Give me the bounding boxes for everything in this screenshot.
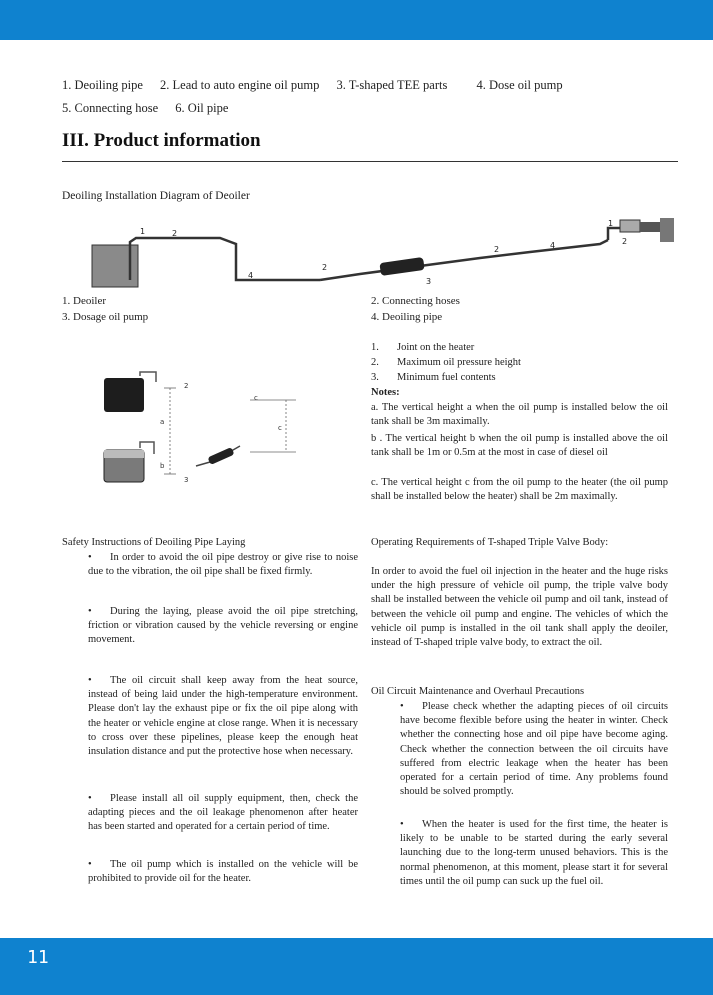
footer-bar bbox=[0, 938, 713, 995]
diagram-title: Deoiling Installation Diagram of Deoiler bbox=[62, 190, 250, 202]
safety-title: Safety Instructions of Deoiling Pipe Laying bbox=[62, 537, 246, 548]
safety-bullet: • In order to avoid the oil pipe destroy or give rise to noise due to the vibration, the oil pipe shall be fixed firmly. bbox=[88, 552, 358, 578]
bullet-icon: • bbox=[88, 552, 92, 563]
diagram-callout: 3 bbox=[426, 277, 432, 286]
diagram-callout: 2 bbox=[172, 229, 178, 238]
parts-list-item: 5. Connecting hose bbox=[62, 101, 159, 115]
right-list-number: 3. bbox=[371, 372, 379, 383]
legend-item: 1. Deoiler bbox=[62, 295, 106, 307]
right-list-item: Joint on the heater bbox=[397, 342, 475, 353]
safety-bullet: • Please install all oil supply equipment, then, check the adapting pieces and the oil leakage phenomenon after heater has been started and operated for a certain period of time. bbox=[88, 793, 358, 833]
legend-item: 3. Dosage oil pump bbox=[62, 311, 149, 323]
right-list-number: 1. bbox=[371, 342, 379, 353]
bullet-icon: • bbox=[88, 606, 92, 617]
bullet-icon: • bbox=[88, 675, 92, 686]
page-number: 11 bbox=[27, 947, 49, 968]
legend-item: 4. Deoiling pipe bbox=[371, 311, 443, 323]
maintenance-bullet: • When the heater is used for the first time, the heater is likely to be unable to be started during the early several launching due to the long-term unused behaviors. This is the normal phenomenon, at this moment, please start it for several times until the oil pump can suck up the fuel oil. bbox=[400, 819, 668, 887]
note-a: a. The vertical height a when the oil pump is installed below the oil tank shall be 3m maximally. bbox=[371, 402, 668, 428]
header-bar bbox=[0, 0, 713, 40]
right-list-number: 2. bbox=[371, 357, 379, 368]
safety-bullet: • The oil pump which is installed on the vehicle will be prohibited to provide oil for the heater. bbox=[88, 859, 358, 885]
bullet-icon: • bbox=[88, 793, 92, 804]
bullet-icon: • bbox=[88, 859, 92, 870]
diagram-label: a bbox=[160, 418, 165, 426]
diagram-label: b bbox=[160, 462, 165, 470]
legend-item: 2. Connecting hoses bbox=[371, 295, 460, 307]
parts-list-row-2 bbox=[62, 101, 242, 116]
height-diagram bbox=[100, 370, 330, 495]
diagram-callout: 2 bbox=[322, 263, 328, 272]
operating-body: In order to avoid the fuel oil injection in the heater and the huge risks under the high pressure of vehicle oil pump, the triple valve body shall be installed between the vehicle oil pump and oil tank, instead of between the vehicle oil pump and engine. The vehicles of which the vehicle oil pump is installed in the oil tank shall apply the deoiler, instead of T-shaped triple valve body, to extract the oil. bbox=[371, 566, 668, 649]
safety-bullet: • During the laying, please avoid the oil pipe stretching, friction or vibration caused by the vehicle reversing or engine movement. bbox=[88, 606, 358, 646]
diagram-callout: 4 bbox=[248, 271, 254, 280]
bullet-icon: • bbox=[400, 701, 404, 712]
section-divider bbox=[62, 161, 678, 162]
diagram-callout: 1 bbox=[140, 227, 146, 236]
parts-list-item: 6. Oil pipe bbox=[175, 101, 229, 115]
bullet-icon: • bbox=[400, 819, 404, 830]
diagram-label: c bbox=[278, 424, 282, 432]
deoiler-installation-diagram bbox=[60, 210, 680, 290]
right-list-item: Maximum oil pressure height bbox=[397, 357, 521, 368]
maintenance-bullet: • Please check whether the adapting pieces of oil circuits have become flexible before using the heater in winter. Check whether the connecting hose and oil pipe have become aging. Check whether the connection between the oil circuits have suffered from electric leakage when the heater has been operated for a certain period of time. Any problems found should be solved promptly. bbox=[400, 701, 668, 798]
diagram-callout: 2 bbox=[494, 245, 500, 254]
parts-list-item: 1. Deoiling pipe bbox=[62, 78, 143, 92]
parts-list-row-1 bbox=[62, 78, 577, 93]
diagram-label: 2 bbox=[184, 382, 189, 390]
section-heading: III. Product information bbox=[62, 130, 261, 151]
diagram-callout: 2 bbox=[622, 237, 628, 246]
notes-title: Notes: bbox=[371, 387, 400, 398]
right-list-item: Minimum fuel contents bbox=[397, 372, 496, 383]
parts-list-item: 4. Dose oil pump bbox=[476, 78, 563, 92]
diagram-label: c bbox=[254, 394, 258, 402]
note-b: b . The vertical height b when the oil pump is installed above the oil tank shall be 1m or 0.5m at the most in case of diesel oil bbox=[371, 433, 668, 459]
safety-bullet: • The oil circuit shall keep away from the heat source, instead of being laid under the high-temperature environment. Please don't lay the exhaust pipe or fix the oil pipe along with the heater or vehicle engine at close range. When it is necessary to cross over these pipelines, please keep the enough heat insulation distance and put the protective hose when necessary. bbox=[88, 675, 358, 758]
diagram-label: 3 bbox=[184, 476, 189, 484]
parts-list-item: 3. T-shaped TEE parts bbox=[336, 78, 448, 92]
operating-title: Operating Requirements of T-shaped Triple Valve Body: bbox=[371, 537, 609, 548]
maintenance-title: Oil Circuit Maintenance and Overhaul Precautions bbox=[371, 686, 585, 697]
diagram-callout: 1 bbox=[608, 219, 614, 228]
parts-list-item: 2. Lead to auto engine oil pump bbox=[160, 78, 320, 92]
diagram-callout: 4 bbox=[550, 241, 556, 250]
note-c: c. The vertical height c from the oil pump to the heater (the oil pump shall be installed below the heater) shall be 2m maximally. bbox=[371, 477, 668, 503]
